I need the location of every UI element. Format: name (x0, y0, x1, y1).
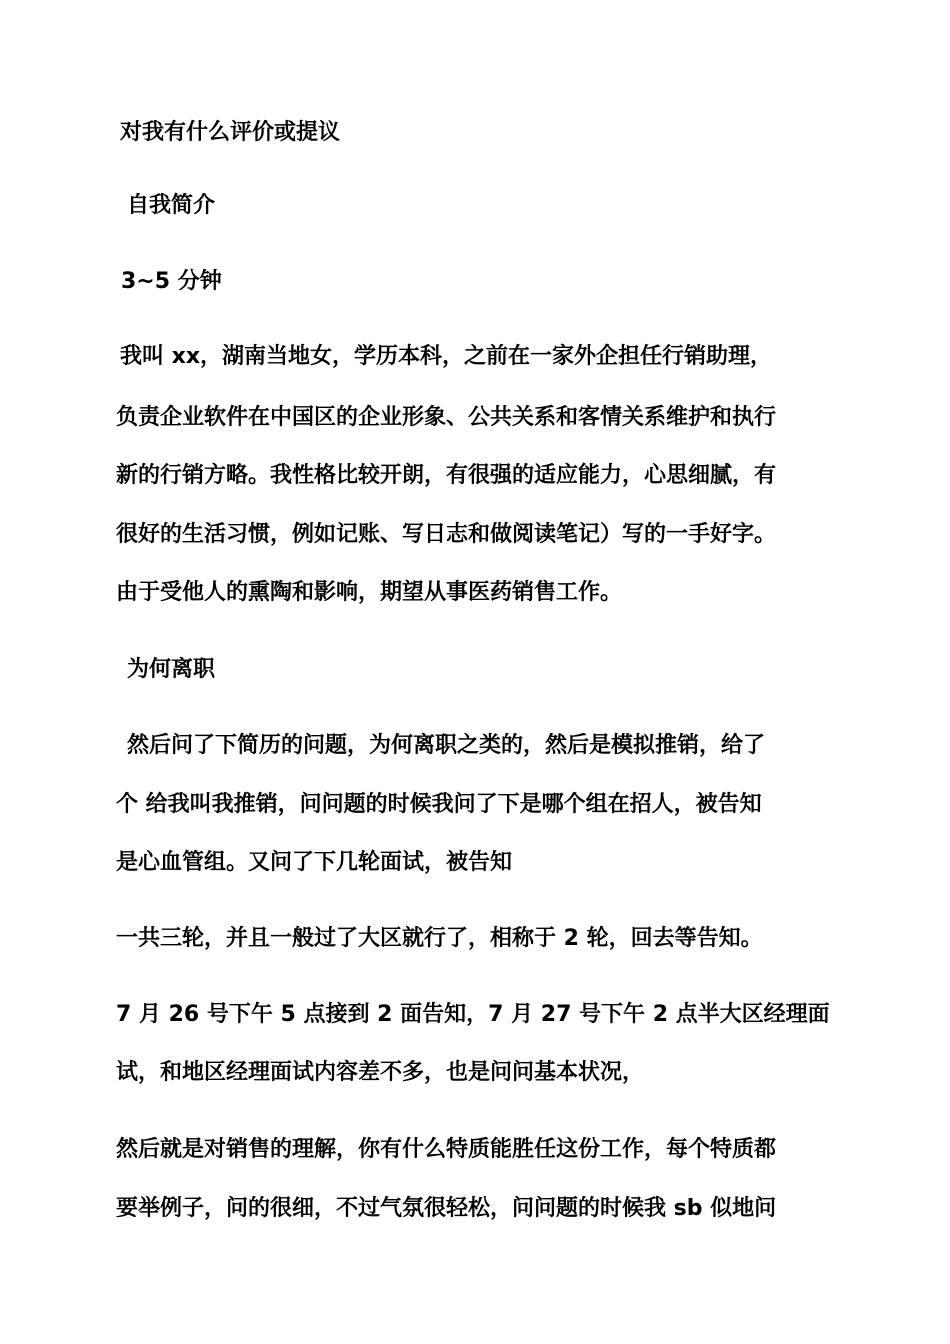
intro-line-4: 很好的生活习惯，例如记账、写日志和做阅读笔记）写的一手好字。 (116, 522, 777, 547)
body-line-2: 个 给我叫我推销，问问题的时候我问了下是哪个组在招人，被告知 (116, 792, 762, 817)
body-line-5: 7 月 26 号下午 5 点接到 2 面告知，7 月 27 号下午 2 点半大区经理面 (116, 1002, 830, 1027)
body-line-6: 试，和地区经理面试内容差不多，也是问问基本状况， (116, 1060, 645, 1085)
heading-self-intro: 自我简介 (127, 193, 216, 218)
intro-line-1: 我叫 xx，湖南当地女，学历本科，之前在一家外企担任行销助理， (120, 344, 773, 369)
duration-text: 3~5 分钟 (121, 269, 222, 294)
body-line-3: 是心血管组。又问了下几轮面试，被告知 (116, 850, 513, 875)
intro-line-5: 由于受他人的熏陶和影响，期望从事医药销售工作。 (116, 580, 623, 605)
intro-line-3: 新的行销方略。我性格比较开朗，有很强的适应能力，心思细腻，有 (116, 463, 777, 488)
heading-why-leave: 为何离职 (127, 657, 216, 682)
body-line-1: 然后问了下简历的问题，为何离职之类的，然后是模拟推销，给了 (127, 733, 766, 758)
heading-evaluation: 对我有什么评价或提议 (120, 120, 341, 145)
intro-line-2: 负责企业软件在中国区的企业形象、公共关系和客情关系维护和执行 (116, 405, 777, 430)
body-line-4: 一共三轮，并且一般过了大区就行了，相称于 2 轮，回去等告知。 (116, 926, 763, 951)
body-line-8: 要举例子，问的很细，不过气氛很轻松，问问题的时候我 sb 似地问 (116, 1196, 777, 1221)
body-line-7: 然后就是对销售的理解，你有什么特质能胜任这份工作，每个特质都 (116, 1137, 777, 1162)
